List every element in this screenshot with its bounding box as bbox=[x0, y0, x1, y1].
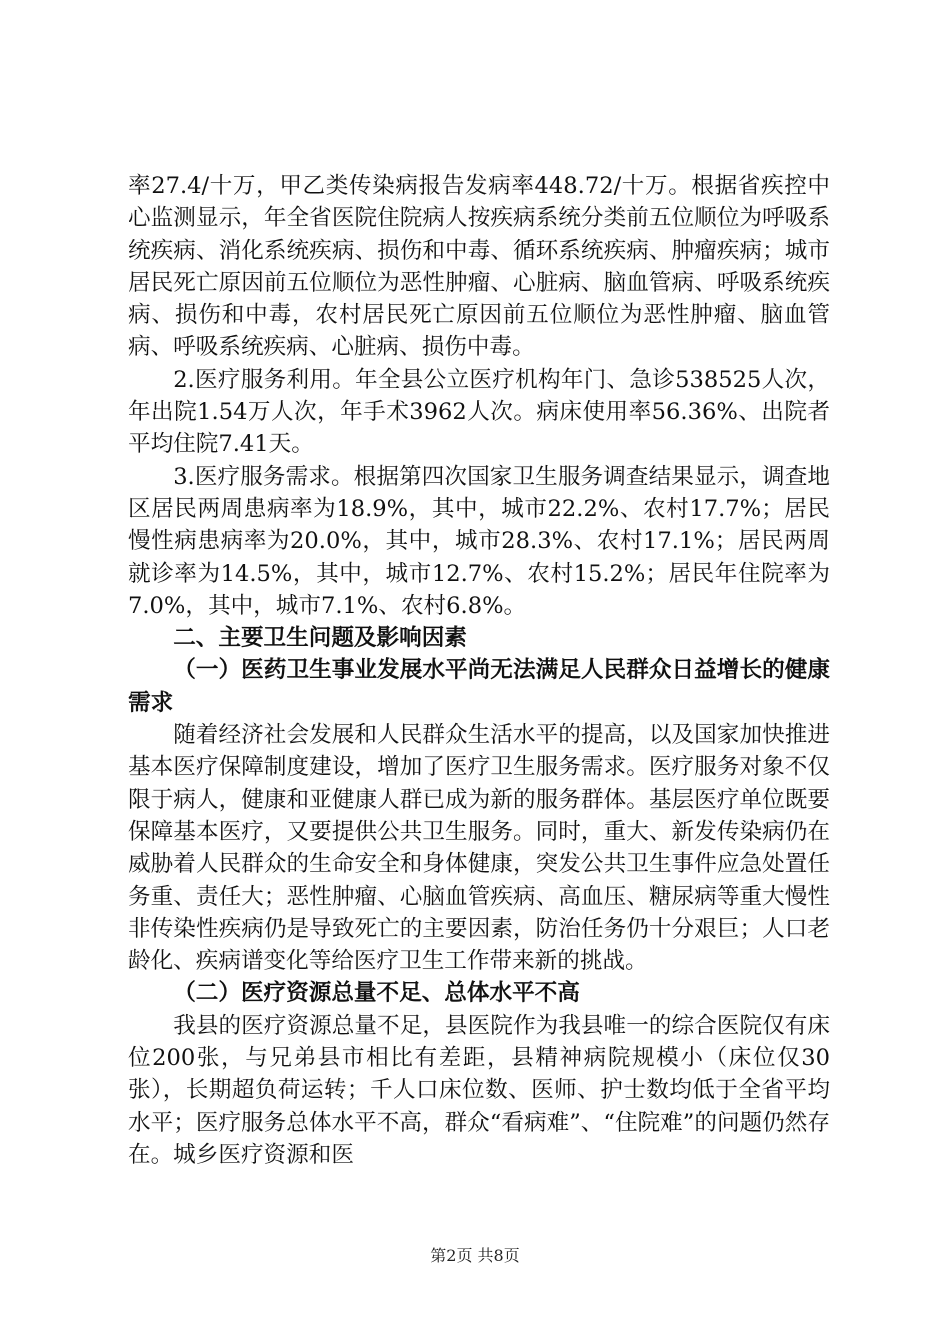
paragraph-health-demand: 随着经济社会发展和人民群众生活水平的提高，以及国家加快推进基本医疗保障制度建设，增加了医疗卫生服务需求。医疗服务对象不仅限于病人，健康和亚健康人群已成为新的服务群体。基层医疗单位既要保障基本医疗，又要提供公共卫生服务。同时，重大、新发传染病仍在威胁着人民群众的生命安全和身体健康，突发公共卫生事件应急处置任务重、责任大；恶性肿瘤、心脑血管疾病、高血压、糖尿病等重大慢性非传染性疾病仍是导致死亡的主要因素，防治任务仍十分艰巨；人口老龄化、疾病谱变化等给医疗卫生工作带来新的挑战。 bbox=[128, 722, 830, 975]
document-body bbox=[128, 170, 830, 1171]
page-number-footer: 第2页 共8页 bbox=[430, 1246, 520, 1265]
section-heading-main-problems: 二、主要卫生问题及影响因素 bbox=[173, 625, 467, 652]
paragraph-medical-resources: 我县的医疗资源总量不足，县医院作为我县唯一的综合医院仅有床位200张，与兄弟县市相比有差距，县精神病院规模小（床位仅30张），长期超负荷运转；千人口床位数、医师、护士数均低于全省平均水平；医疗服务总体水平不高，群众“看病难”、“住院难”的问题仍然存在。城乡医疗资源和医 bbox=[128, 1012, 830, 1168]
paragraph-medical-service-demand: 3.医疗服务需求。根据第四次国家卫生服务调查结果显示，调查地区居民两周患病率为18.9%，其中，城市22.2%、农村17.7%；居民慢性病患病率为20.0%，其中，城市28.3%、农村17.1%；居民两周就诊率为14.5%，其中，城市12.7%、农村15.2%；居民年住院率为7.0%，其中，城市7.1%、农村6.8%。 bbox=[128, 463, 830, 619]
subsection-heading-2: （二）医疗资源总量不足、总体水平不高 bbox=[173, 980, 580, 1007]
subsection-heading-1: （一）医药卫生事业发展水平尚无法满足人民群众日益增长的健康需求 bbox=[128, 657, 830, 716]
paragraph-continuation: 率27.4/十万，甲乙类传染病报告发病率448.72/十万。根据省疾控中心监测显示，年全省医院住院病人按疾病系统分类前五位顺位为呼吸系统疾病、消化系统疾病、损伤和中毒、循环系统疾病、肿瘤疾病；城市居民死亡原因前五位顺位为恶性肿瘤、心脏病、脑血管病、呼吸系统疾病、损伤和中毒，农村居民死亡原因前五位顺位为恶性肿瘤、脑血管病、呼吸系统疾病、心脏病、损伤中毒。 bbox=[128, 173, 830, 361]
paragraph-medical-service-usage: 2.医疗服务利用。年全县公立医疗机构年门、急诊538525人次，年出院1.54万人次，年手术3962人次。病床使用率56.36%、出院者平均住院7.41天。 bbox=[128, 366, 830, 458]
